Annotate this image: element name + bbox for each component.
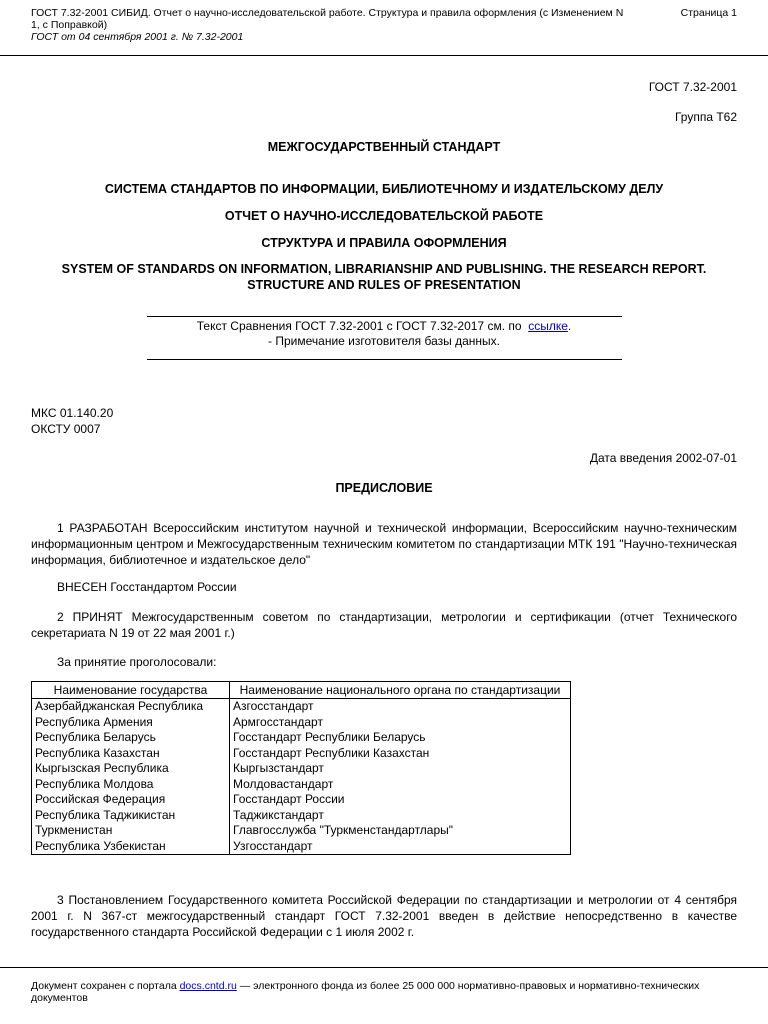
table-row bbox=[32, 761, 571, 777]
table-row bbox=[32, 823, 571, 839]
header-divider bbox=[0, 55, 768, 56]
table-row bbox=[32, 839, 571, 855]
body-cell: Кыргызстандарт bbox=[230, 761, 571, 777]
system-title: СИСТЕМА СТАНДАРТОВ ПО ИНФОРМАЦИИ, БИБЛИОТЕЧНОМУ И ИЗДАТЕЛЬСКОМУ ДЕЛУ bbox=[104, 182, 664, 196]
note-rule-top bbox=[147, 316, 622, 317]
state-cell: Азербайджанская Республика bbox=[32, 699, 230, 715]
table-row bbox=[32, 699, 571, 715]
table-row bbox=[32, 730, 571, 746]
okstu-code: ОКСТУ 0007 bbox=[31, 422, 101, 436]
foreword-heading: ПРЕДИСЛОВИЕ bbox=[335, 481, 433, 495]
body-cell: Госстандарт России bbox=[230, 792, 571, 808]
state-cell: Туркменистан bbox=[32, 823, 230, 839]
page-number: Страница 1 bbox=[680, 7, 737, 19]
body-cell: Госстандарт Республики Беларусь bbox=[230, 730, 571, 746]
table-row bbox=[32, 715, 571, 731]
body-cell: Азгосстандарт bbox=[230, 699, 571, 715]
db-note-line2: - Примечание изготовителя базы данных. bbox=[268, 334, 500, 348]
header-title: ГОСТ 7.32-2001 СИБИД. Отчет о научно-исследовательской работе. Структура и правила оформления (с Изменением N 1, с Поправкой) bbox=[31, 7, 624, 31]
header-subtitle: ГОСТ от 04 сентября 2001 г. № 7.32-2001 bbox=[31, 31, 244, 43]
votes-table bbox=[31, 681, 571, 855]
mks-code: МКС 01.140.20 bbox=[31, 406, 114, 420]
state-cell: Кыргызская Республика bbox=[32, 761, 230, 777]
footer-divider bbox=[0, 967, 768, 968]
doc-group: Группа Т62 bbox=[674, 110, 737, 124]
table-row bbox=[32, 777, 571, 793]
col-header-body: Наименование национального органа по стандартизации bbox=[230, 682, 571, 699]
foreword-p2: ВНЕСЕН Госстандартом России bbox=[57, 580, 237, 594]
table-row bbox=[32, 746, 571, 762]
foreword-p1: 1 РАЗРАБОТАН Всероссийским институтом научной и технической информации, Всероссийским научно-техническим информационным центром и Межгосударственным техническим комитетом по стандартизации МТК 191 "Научно-техническая информация, библиотечное и издательское дело" bbox=[31, 521, 737, 567]
foreword-p4: За принятие проголосовали: bbox=[57, 655, 217, 669]
footer-prefix: Документ сохранен с портала bbox=[31, 980, 177, 992]
english-title: SYSTEM OF STANDARDS ON INFORMATION, LIBRARIANSHIP AND PUBLISHING. THE RESEARCH REPORT. STRUCTURE AND RULES OF PRESENTATION bbox=[61, 262, 707, 292]
comparison-link[interactable]: ссылке bbox=[528, 319, 568, 333]
footer-suffix: — электронного фонда из более 25 000 000 нормативно-правовых и нормативно-технических документов bbox=[31, 980, 700, 1004]
body-cell: Госстандарт Республики Казахстан bbox=[230, 746, 571, 762]
table-header-row bbox=[32, 682, 571, 699]
standard-type: МЕЖГОСУДАРСТВЕННЫЙ СТАНДАРТ bbox=[267, 140, 501, 154]
foreword-p3: 2 ПРИНЯТ Межгосударственным советом по стандартизации, метрологии и сертификации (отчет Технического секретариата N 19 от 22 мая 2001 г.) bbox=[31, 610, 737, 640]
table-row bbox=[32, 808, 571, 824]
note-rule-bottom bbox=[147, 359, 622, 360]
db-note-end: . bbox=[567, 319, 572, 333]
state-cell: Республика Казахстан bbox=[32, 746, 230, 762]
doc-code: ГОСТ 7.32-2001 bbox=[648, 80, 737, 94]
db-note-text: Текст Сравнения ГОСТ 7.32-2001 с ГОСТ 7.32-2017 см. по bbox=[196, 319, 522, 333]
state-cell: Республика Армения bbox=[32, 715, 230, 731]
portal-link[interactable]: docs.cntd.ru bbox=[179, 980, 237, 992]
body-cell: Молдовастандарт bbox=[230, 777, 571, 793]
table-row bbox=[32, 792, 571, 808]
state-cell: Республика Таджикистан bbox=[32, 808, 230, 824]
report-title: ОТЧЕТ О НАУЧНО-ИССЛЕДОВАТЕЛЬСКОЙ РАБОТЕ bbox=[224, 209, 544, 223]
state-cell: Российская Федерация bbox=[32, 792, 230, 808]
intro-date: Дата введения 2002-07-01 bbox=[589, 451, 737, 465]
col-header-state: Наименование государства bbox=[32, 682, 230, 699]
body-cell: Главгосслужба "Туркменстандартлары" bbox=[230, 823, 571, 839]
state-cell: Республика Молдова bbox=[32, 777, 230, 793]
structure-title: СТРУКТУРА И ПРАВИЛА ОФОРМЛЕНИЯ bbox=[261, 236, 507, 250]
body-cell: Армгосстандарт bbox=[230, 715, 571, 731]
foreword-p5: 3 Постановлением Государственного комитета Российской Федерации по стандартизации и метрологии от 4 сентября 2001 г. N 367-ст межгосударственный стандарт ГОСТ 7.32-2001 введен в действие непосредственно в качестве государственного стандарта Российской Федерации с 1 июля 2002 г. bbox=[31, 893, 737, 939]
body-cell: Узгосстандарт bbox=[230, 839, 571, 855]
db-note-line1 bbox=[31, 319, 737, 334]
page-footer bbox=[31, 980, 737, 1004]
state-cell: Республика Беларусь bbox=[32, 730, 230, 746]
body-cell: Таджикстандарт bbox=[230, 808, 571, 824]
db-note bbox=[31, 319, 737, 349]
page-header bbox=[31, 7, 737, 43]
state-cell: Республика Узбекистан bbox=[32, 839, 230, 855]
